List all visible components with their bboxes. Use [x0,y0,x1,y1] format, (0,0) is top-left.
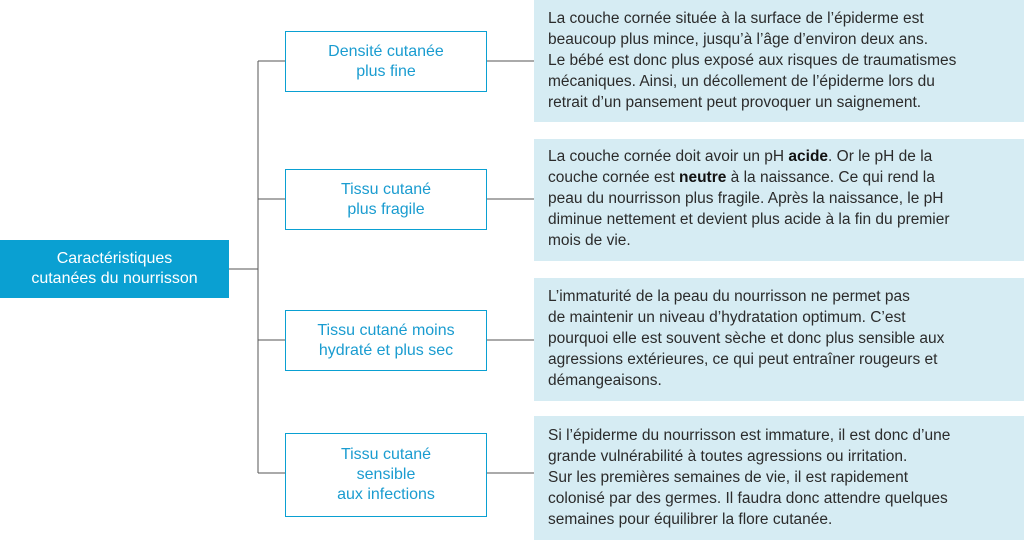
description-4-line: Si l’épiderme du nourrisson est immature, il est donc d’une [548,427,951,444]
description-1-line: mécaniques. Ainsi, un décollement de l’épiderme lors du [548,73,935,90]
description-3-line: agressions extérieures, ce qui peut entraîner rougeurs et [548,351,938,368]
description-3 [534,278,1024,401]
description-1 [534,0,1024,122]
description-3-line: de maintenir un niveau d’hydratation optimum. C’est [548,309,906,326]
category-3-line-2: hydraté et plus sec [318,341,454,359]
description-2-line: La couche cornée doit avoir un pH acide. Or le pH de la [548,148,933,165]
category-node-4 [285,433,487,517]
description-3-line: démangeaisons. [548,372,662,389]
category-2-line-2: plus fragile [347,200,425,218]
description-4-line: grande vulnérabilité à toutes agressions ou irritation. [548,448,908,465]
description-2-line: peau du nourrisson plus fragile. Après la naissance, le pH [548,190,944,207]
description-1-line: La couche cornée située à la surface de l’épiderme est [548,10,924,27]
description-3-line: L’immaturité de la peau du nourrisson ne permet pas [548,288,910,305]
category-4-line-1: Tissu cutané [340,446,432,463]
root-node [0,240,229,298]
description-4 [534,416,1024,540]
category-2-line-1: Tissu cutané [340,180,432,198]
description-3-line: pourquoi elle est souvent sèche et donc plus sensible aux [548,330,945,347]
category-4-line-3: aux infections [337,486,435,503]
category-1-line-1: Densité cutanée [328,42,444,60]
description-4-line: colonisé par des germes. Il faudra donc attendre quelques [548,490,948,507]
description-2-line: couche cornée est neutre à la naissance. Ce qui rend la [548,169,935,186]
category-4-line-2: sensible [356,466,416,483]
category-node-1 [285,31,487,92]
category-node-3 [285,310,487,371]
description-2 [534,139,1024,261]
root-line-1: Caractéristiques [56,250,173,267]
category-1-line-2: plus fine [356,62,416,80]
description-1-line: retrait d’un pansement peut provoquer un saignement. [548,94,922,111]
category-3-line-1: Tissu cutané moins [317,321,455,339]
description-1-line: Le bébé est donc plus exposé aux risques de traumatismes [548,52,957,69]
emphasis-neutre: neutre [678,169,727,186]
description-1-line: beaucoup plus mince, jusqu’à l’âge d’environ deux ans. [548,31,928,48]
category-node-2 [285,169,487,230]
root-line-2: cutanées du nourrisson [31,270,198,287]
description-4-line: Sur les premières semaines de vie, il est rapidement [548,469,909,486]
description-2-line: diminue nettement et devient plus acide à la fin du premier [548,211,950,228]
description-2-line: mois de vie. [548,232,631,249]
emphasis-acide: acide [788,148,829,165]
description-4-line: semaines pour équilibrer la flore cutanée. [548,511,833,528]
